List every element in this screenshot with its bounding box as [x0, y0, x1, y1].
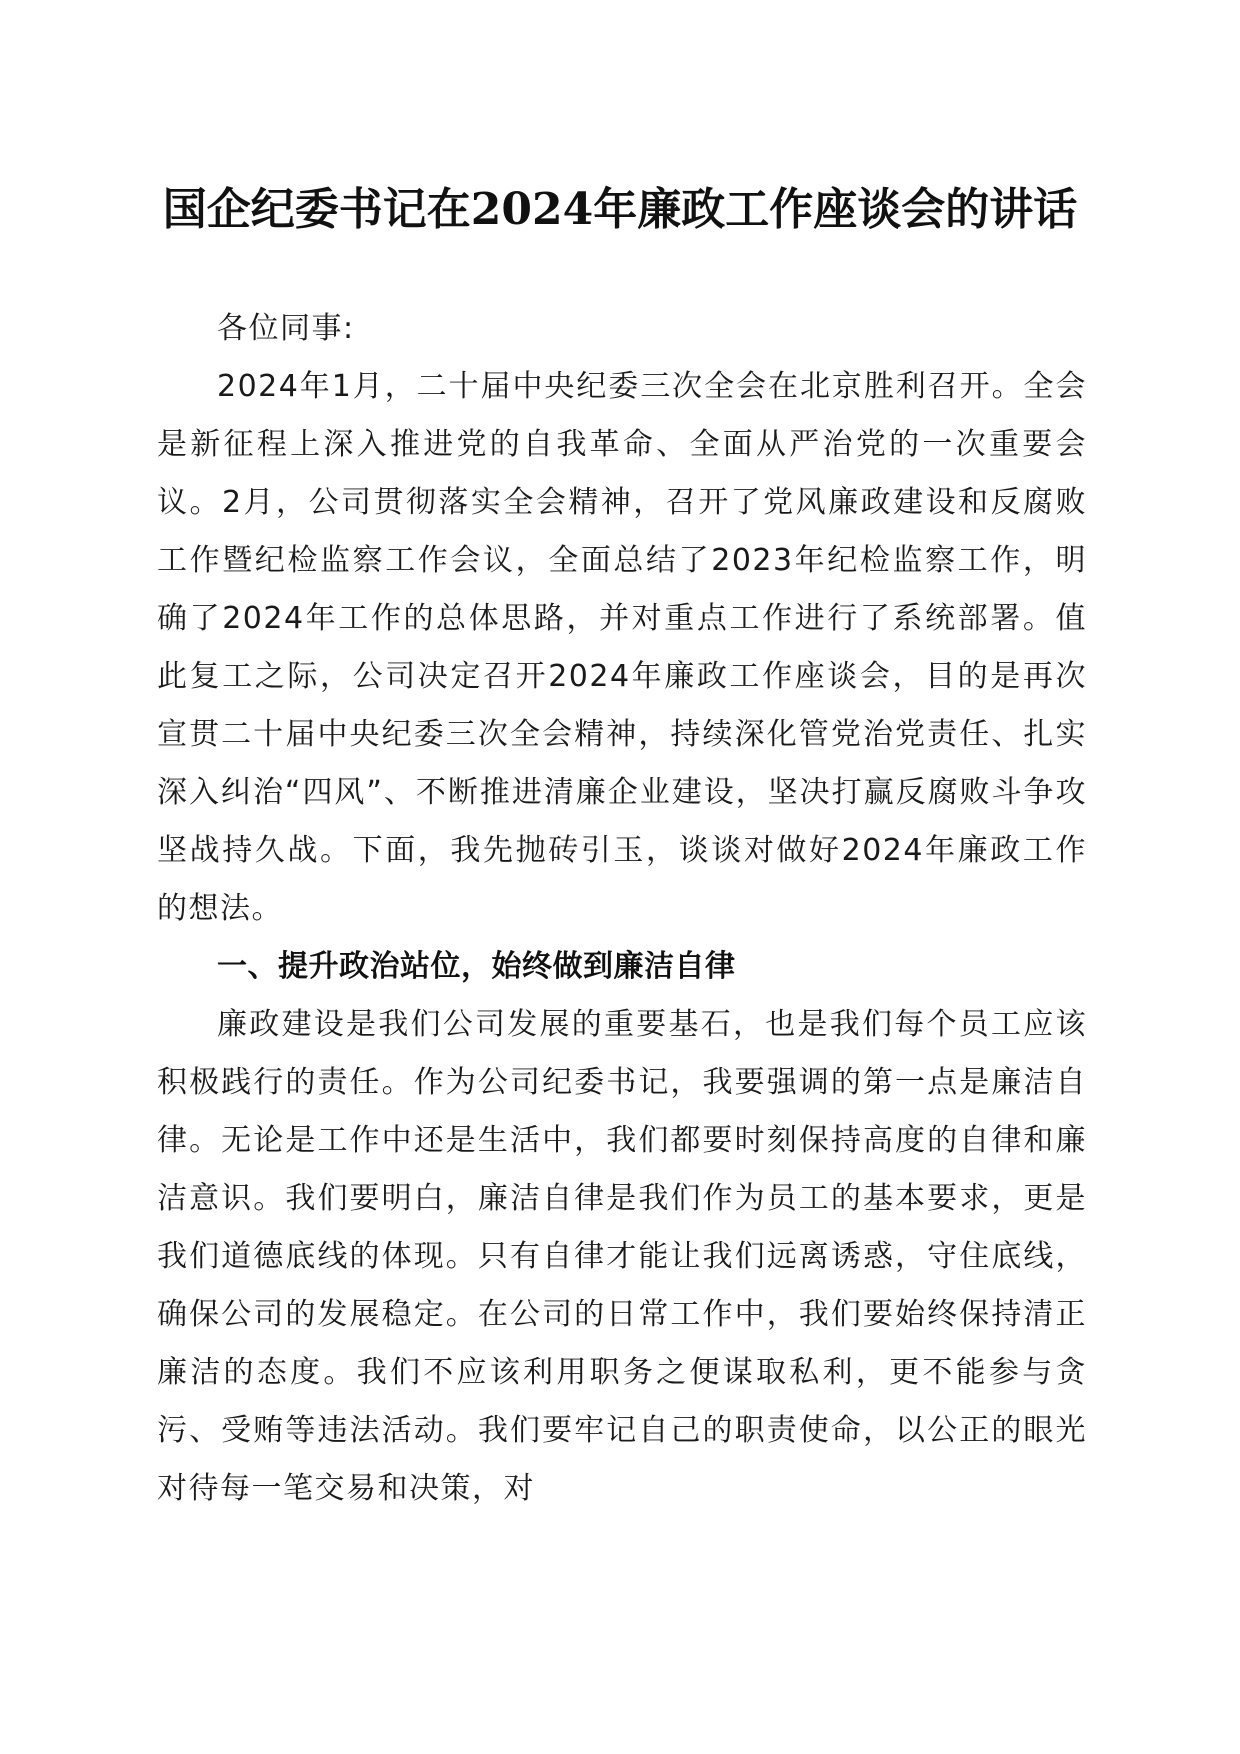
intro-paragraph: 2024年1月，二十届中央纪委三次全会在北京胜利召开。全会是新征程上深入推进党的自我革命、全面从严治党的一次重要会议。2月，公司贯彻落实全会精神，召开了党风廉政建设和反腐败工作暨纪检监察工作会议，全面总结了2023年纪检监察工作，明确了2024年工作的总体思路，并对重点工作进行了系统部署。值此复工之际，公司决定召开2024年廉政工作座谈会，目的是再次宣贯二十届中央纪委三次全会精神，持续深化管党治党责任、扎实深入纠治“四风”、不断推进清廉企业建设，坚决打赢反腐败斗争攻坚战持久战。下面，我先抛砖引玉，谈谈对做好2024年廉政工作的想法。 — [157, 369, 1087, 926]
section-heading: 一、提升政治站位，始终做到廉洁自律 — [217, 949, 736, 984]
salutation: 各位同事: — [217, 311, 355, 346]
document-body — [157, 300, 1087, 1518]
section-paragraph: 廉政建设是我们公司发展的重要基石，也是我们每个员工应该积极践行的责任。作为公司纪委书记，我要强调的第一点是廉洁自律。无论是工作中还是生活中，我们都要时刻保持高度的自律和廉洁意识。我们要明白，廉洁自律是我们作为员工的基本要求，更是我们道德底线的体现。只有自律才能让我们远离诱惑，守住底线，确保公司的发展稳定。在公司的日常工作中，我们要始终保持清正廉洁的态度。我们不应该利用职务之便谋取私利，更不能参与贪污、受贿等违法活动。我们要牢记自己的职责使命，以公正的眼光对待每一笔交易和决策，对 — [157, 1007, 1087, 1506]
document-title: 国企纪委书记在2024年廉政工作座谈会的讲话 — [162, 184, 1078, 235]
